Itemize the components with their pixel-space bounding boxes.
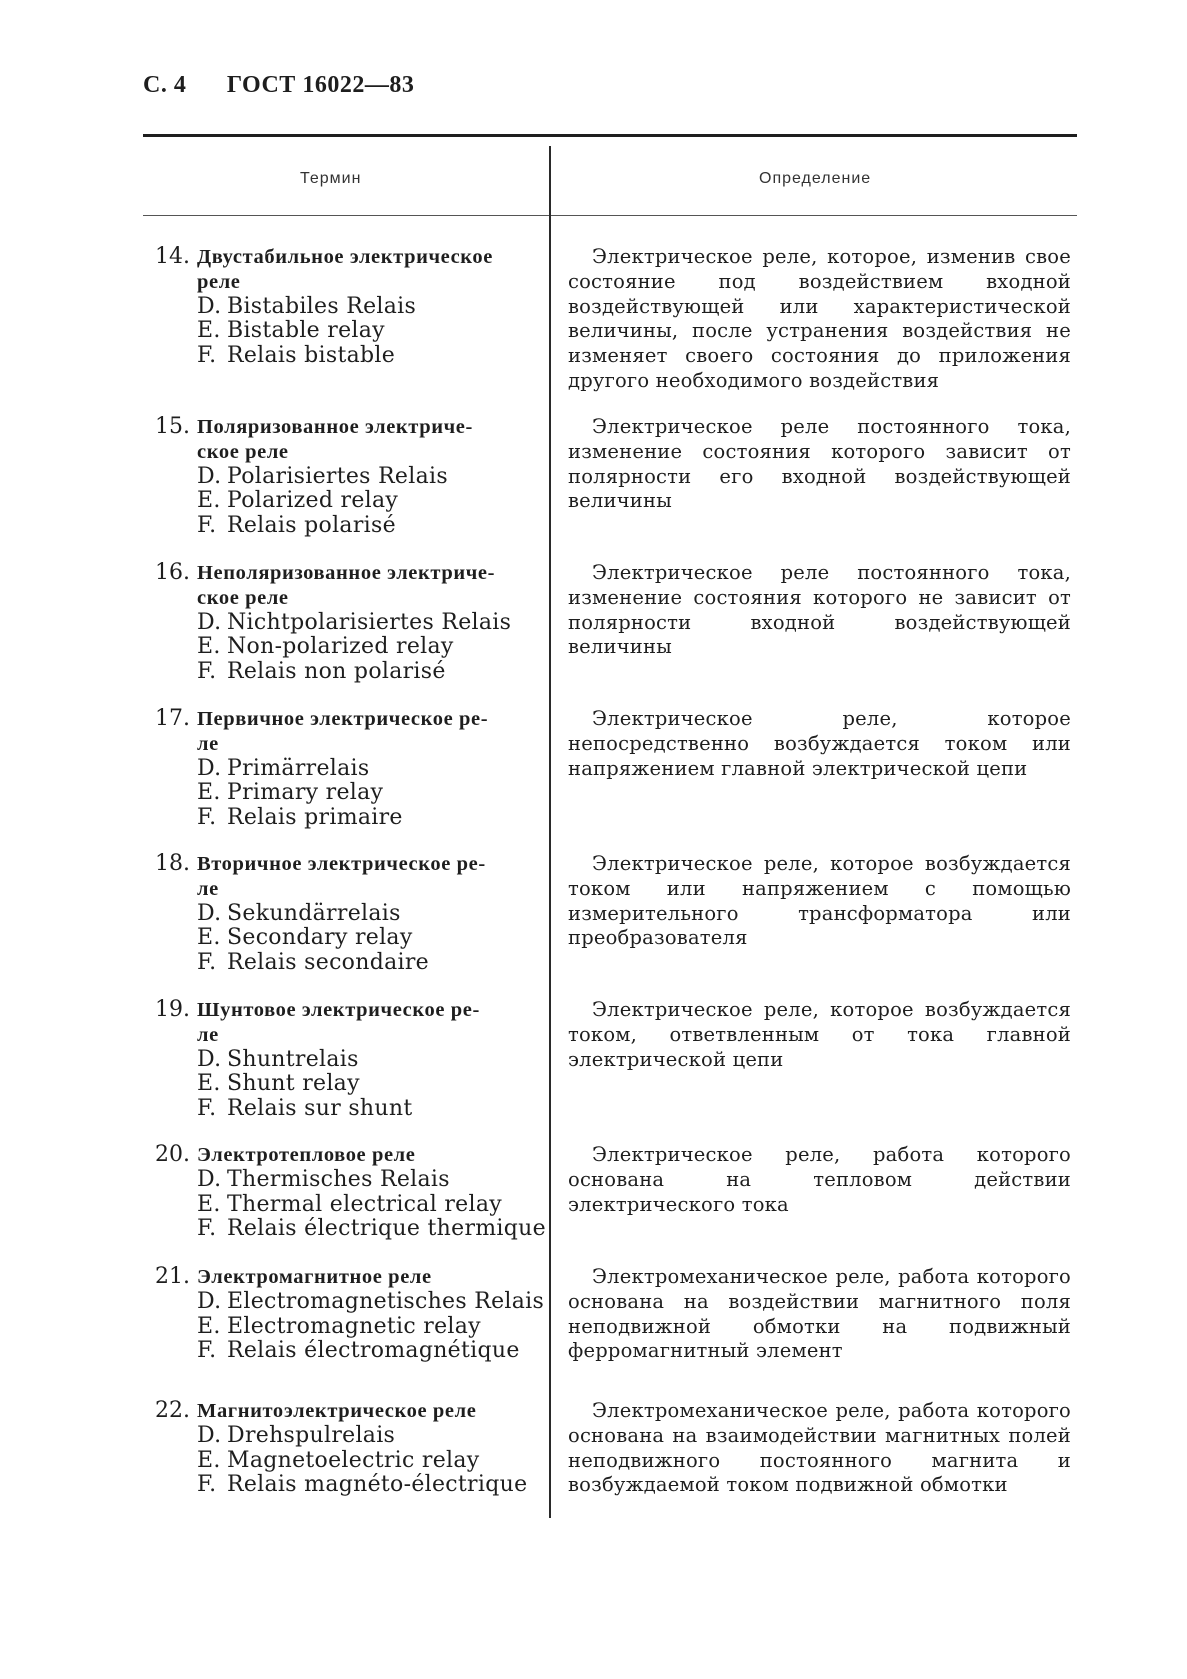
- definition-text: Электрическое реле, работа которого основана на тепловом действии электрического тока: [568, 1143, 1071, 1216]
- term-cell: [143, 1264, 545, 1364]
- term-cell: [143, 707, 538, 831]
- term-german: D. Drehspulrelais: [197, 1422, 396, 1448]
- term-russian-cont: ское реле: [197, 440, 289, 463]
- page-header: [143, 72, 448, 99]
- term-french: F. Relais électromagnétique: [197, 1338, 520, 1364]
- term-french: F. Relais secondaire: [197, 950, 429, 976]
- term-cell: [143, 998, 538, 1122]
- term-russian: Электромагнитное реле: [197, 1266, 432, 1288]
- term-russian-cont: ле: [197, 877, 219, 900]
- term-cell: [143, 561, 538, 685]
- page-number: С. 4: [143, 72, 187, 98]
- header-separator: [143, 215, 1077, 216]
- term-english: E. Electromagnetic relay: [197, 1313, 481, 1339]
- term-german: D. Electromagnetisches Relais: [197, 1288, 545, 1314]
- standard-designation: ГОСТ 16022—83: [226, 72, 415, 98]
- term-english: E. Non-polarized relay: [197, 634, 454, 660]
- term-english: E. Secondary relay: [197, 925, 413, 951]
- term-russian: Неполяризованное электриче-: [197, 562, 496, 584]
- definition-text: Электрическое реле постоянного тока, изменение состояния которого не зависит от полярности входной воздействующей величины: [568, 561, 1071, 659]
- term-french: F. Relais électrique thermique: [197, 1216, 546, 1242]
- table-top-rule: [143, 134, 1077, 137]
- definition-text: Электромеханическое реле, работа которого основана на воздействии магнитного поля неподвижной обмотки на подвижный ферромагнитный элемент: [568, 1265, 1071, 1363]
- term-german: D. Shuntrelais: [197, 1046, 359, 1072]
- term-english: E. Thermal electrical relay: [197, 1191, 502, 1217]
- term-german: D. Polarisiertes Relais: [197, 463, 448, 489]
- term-cell: [143, 245, 538, 369]
- term-cell: [143, 415, 538, 539]
- term-cell: [143, 852, 538, 976]
- term-russian-cont: ле: [197, 732, 219, 755]
- term-russian: Электротепловое реле: [197, 1144, 416, 1166]
- term-number: 19.: [155, 997, 190, 1022]
- term-german: D. Primärrelais: [197, 755, 370, 781]
- term-cell: [143, 1399, 538, 1498]
- term-english: E. Bistable relay: [197, 318, 385, 344]
- term-russian: Вторичное электрическое ре-: [197, 853, 486, 875]
- term-russian: Шунтовое электрическое ре-: [197, 999, 480, 1021]
- term-russian-cont: реле: [197, 270, 241, 293]
- definition-text: Электромеханическое реле, работа которого основана на взаимодействии магнитных полей неподвижного постоянного магнита и возбуждаемой током подвижной обмотки: [568, 1399, 1071, 1497]
- term-french: F. Relais sur shunt: [197, 1096, 413, 1122]
- term-german: D. Bistabiles Relais: [197, 293, 417, 319]
- term-french: F. Relais non polarisé: [197, 659, 446, 685]
- term-french: F. Relais bistable: [197, 343, 396, 369]
- definition-text: Электрическое реле, которое возбуждается током или напряжением с помощью измерительного трансформатора или преобразователя: [568, 852, 1071, 950]
- term-russian: Поляризованное электриче-: [197, 416, 473, 438]
- term-french: F. Relais magnéto-électrique: [197, 1472, 528, 1498]
- definition-text: Электрическое реле, которое, изменив свое состояние под воздействием входной воздействующей или характеристической величины, после устранения воздействия не изменяет своего состояния до приложения другого необходимого воздействия: [568, 245, 1071, 392]
- column-divider: [549, 146, 551, 1518]
- term-number: 16.: [155, 560, 190, 585]
- term-german: D. Thermisches Relais: [197, 1166, 450, 1192]
- term-number: 17.: [155, 706, 190, 731]
- definition-text: Электрическое реле, которое непосредственно возбуждается током или напряжением главной электрической цепи: [568, 707, 1071, 780]
- definition-text: Электрическое реле, которое возбуждается током, ответвленным от тока главной электрической цепи: [568, 998, 1071, 1071]
- term-english: E. Magnetoelectric relay: [197, 1447, 480, 1473]
- term-english: E. Shunt relay: [197, 1071, 360, 1097]
- term-german: D. Nichtpolarisiertes Relais: [197, 609, 512, 635]
- term-cell: [143, 1142, 546, 1242]
- term-number: 14.: [155, 244, 190, 269]
- term-russian: Двустабильное электрическое: [197, 246, 493, 268]
- term-english: E. Polarized relay: [197, 488, 399, 514]
- column-header-term: Термин: [300, 170, 362, 187]
- term-russian: Магнитоэлектрическое реле: [197, 1400, 477, 1422]
- term-german: D. Sekundärrelais: [197, 900, 401, 926]
- term-english: E. Primary relay: [197, 780, 384, 806]
- term-french: F. Relais polarisé: [197, 513, 396, 539]
- definition-text: Электрическое реле постоянного тока, изменение состояния которого зависит от полярности его входной воздействующей величины: [568, 415, 1071, 513]
- column-header-definition: Определение: [759, 170, 872, 187]
- term-number: 20.: [155, 1142, 190, 1167]
- term-number: 21.: [155, 1264, 190, 1289]
- term-russian: Первичное электрическое ре-: [197, 708, 489, 730]
- term-russian-cont: ское реле: [197, 586, 289, 609]
- term-french: F. Relais primaire: [197, 805, 403, 831]
- term-number: 18.: [155, 851, 190, 876]
- term-russian-cont: ле: [197, 1023, 219, 1046]
- term-number: 22.: [155, 1398, 190, 1423]
- term-number: 15.: [155, 414, 190, 439]
